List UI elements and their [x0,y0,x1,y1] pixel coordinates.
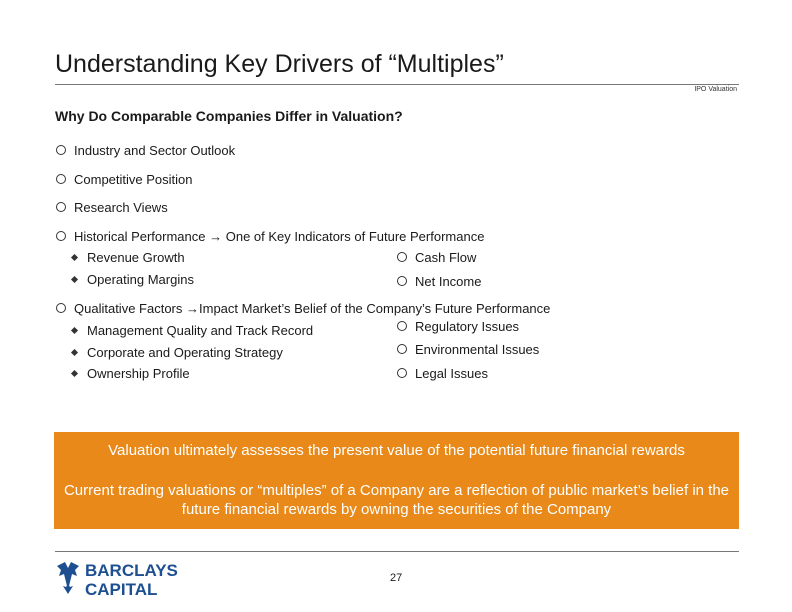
square-bullet-icon [71,327,78,334]
section-heading: Why Do Comparable Companies Differ in Valuation? [55,108,403,124]
sub-bullet-cash-flow: Cash Flow [397,250,476,265]
sub-bullet-environmental: Environmental Issues [397,342,539,357]
circle-bullet-icon [397,368,407,378]
section-tag: IPO Valuation [694,86,737,93]
square-bullet-icon [71,349,78,356]
sub-bullet-management: Management Quality and Track Record [72,323,313,338]
sub-bullet-legal: Legal Issues [397,366,488,381]
bullet-industry: Industry and Sector Outlook [56,143,235,158]
sub-bullet-regulatory: Regulatory Issues [397,319,519,334]
logo-line-1: BARCLAYS [85,561,178,580]
circle-bullet-icon [397,321,407,331]
sub-bullet-strategy: Corporate and Operating Strategy [72,345,283,360]
circle-bullet-icon [56,145,66,155]
square-bullet-icon [71,370,78,377]
eagle-icon [55,560,185,598]
barclays-capital-logo [55,560,185,598]
page-number: 27 [390,572,403,584]
square-bullet-icon [71,254,78,261]
arrow-right-icon: → [209,229,223,244]
arrow-right-icon: → [186,301,199,316]
callout-line-1: Valuation ultimately assesses the present value of the potential future financial rewards [108,442,685,459]
logo-line-2: CAPITAL [85,580,158,598]
bullet-historical: Historical Performance → One of Key Indicators of Future Performance [56,229,484,244]
circle-bullet-icon [397,252,407,262]
sub-bullet-ownership: Ownership Profile [72,366,190,381]
bullet-qualitative: Qualitative Factors →Impact Market’s Belief of the Company’s Future Performance [56,301,550,316]
callout-box [54,432,739,529]
square-bullet-icon [71,276,78,283]
sub-bullet-revenue: Revenue Growth [72,250,185,265]
circle-bullet-icon [397,276,407,286]
title-divider [55,84,739,85]
circle-bullet-icon [56,231,66,241]
footer-divider [55,551,739,552]
circle-bullet-icon [56,303,66,313]
sub-bullet-margins: Operating Margins [72,272,194,287]
bullet-competitive: Competitive Position [56,172,193,187]
page-title: Understanding Key Drivers of “Multiples” [55,50,504,78]
callout-line-2: Current trading valuations or “multiples” of a Company are a reflection of public market’s belief in the future financial rewards by owning the securities of the Company [63,482,730,518]
circle-bullet-icon [397,344,407,354]
circle-bullet-icon [56,202,66,212]
bullet-research: Research Views [56,200,168,215]
sub-bullet-net-income: Net Income [397,274,481,289]
circle-bullet-icon [56,174,66,184]
